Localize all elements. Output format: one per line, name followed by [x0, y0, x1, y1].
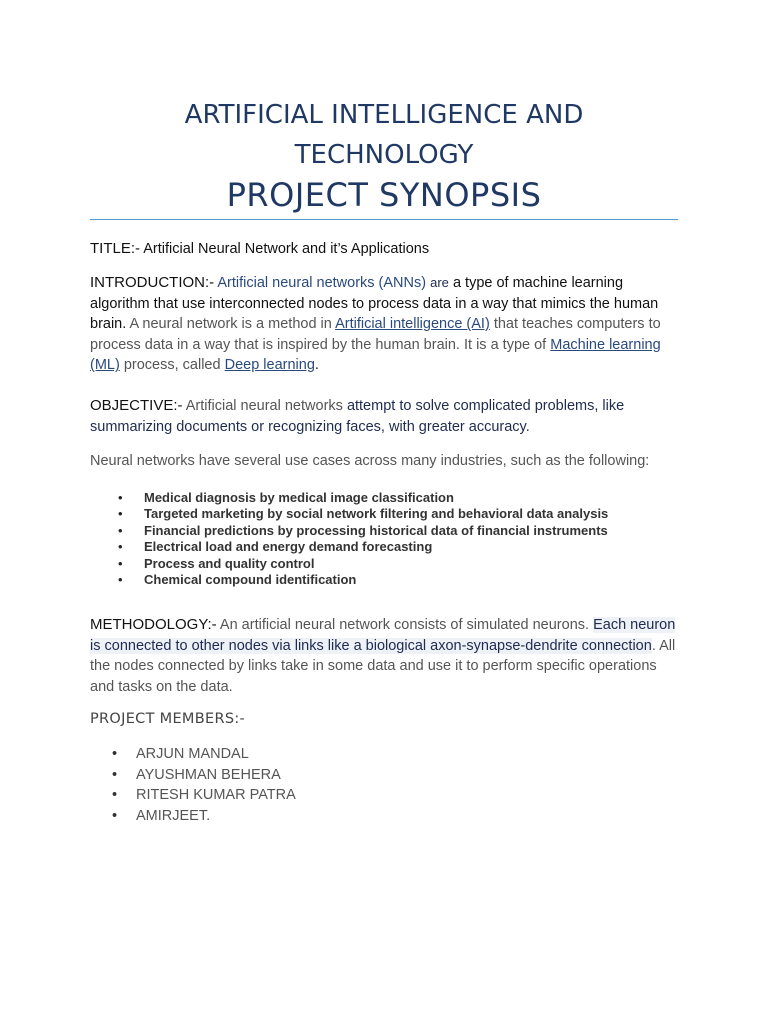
list-item — [118, 572, 608, 588]
link-machine-learning[interactable]: Machine learning (ML) — [90, 336, 661, 374]
use-cases-list — [118, 490, 608, 588]
list-item — [118, 523, 608, 539]
document-title-line1: ARTIFICIAL INTELLIGENCE AND — [184, 100, 584, 130]
use-case-text: Financial predictions by processing historical data of financial instruments — [144, 522, 608, 538]
objective-label: OBJECTIVE:- — [90, 397, 183, 414]
bullet-icon: • — [112, 787, 118, 803]
bullet-icon: • — [112, 746, 118, 762]
title-divider — [90, 219, 678, 220]
bullet-icon: • — [118, 490, 123, 505]
list-item — [118, 539, 608, 555]
list-item — [118, 506, 608, 522]
methodology-highlight: Each neuron is connected to other nodes via links like a biological axon-synapse-dendrite connection — [90, 617, 676, 654]
member-name: AYUSHMAN BEHERA — [136, 766, 281, 783]
title-text: Artificial Neural Network and it’s Applications — [143, 241, 430, 257]
list-item — [112, 744, 296, 765]
bullet-icon: • — [118, 572, 123, 588]
title-paragraph — [90, 239, 680, 260]
list-item — [118, 556, 608, 572]
introduction-text2: A neural network is a method in — [129, 316, 332, 333]
members-list — [112, 744, 296, 826]
bullet-icon: • — [118, 506, 123, 522]
introduction-label: INTRODUCTION:- — [90, 274, 215, 291]
member-name: ARJUN MANDAL — [136, 746, 249, 762]
members-heading: PROJECT MEMBERS:- — [90, 711, 246, 727]
methodology-text1: An artificial neural network consists of simulated neurons. — [219, 617, 590, 633]
introduction-text3: that teaches computers to process data in a way that is inspired by the human brain. It is a type of — [90, 316, 661, 353]
objective-text1: Artificial neural networks — [185, 398, 343, 414]
member-name: RITESH KUMAR PATRA — [136, 787, 296, 803]
member-name: AMIRJEET. — [136, 807, 211, 824]
use-case-text: Targeted marketing by social network filtering and behavioral data analysis — [144, 506, 609, 522]
link-deep-learning[interactable]: Deep learning — [224, 357, 315, 374]
list-item — [118, 490, 608, 506]
use-case-text: Medical diagnosis by medical image classification — [144, 490, 454, 505]
methodology-label: METHODOLOGY:- — [90, 616, 217, 633]
introduction-text4: process, called — [123, 357, 221, 374]
objective-text2: attempt to solve complicated problems, like summarizing documents or recognizing faces, with greater accuracy. — [90, 398, 625, 435]
use-cases-intro: Neural networks have several use cases across many industries, such as the following: — [90, 453, 650, 469]
bullet-icon: • — [112, 766, 118, 783]
methodology-text2: . All the nodes connected by links take in some data and use it to perform specific operations and tasks on the data. — [90, 637, 676, 695]
bullet-icon: • — [118, 555, 123, 571]
list-item — [112, 785, 296, 806]
document-title-line2: TECHNOLOGY — [294, 140, 474, 170]
introduction-anns: Artificial neural networks (ANNs) — [217, 275, 427, 291]
bullet-icon: • — [118, 522, 123, 538]
bullet-icon: • — [112, 807, 118, 824]
introduction-end: . — [314, 357, 319, 374]
introduction-are: are — [430, 275, 449, 290]
title-label: TITLE:- — [90, 240, 141, 257]
objective-paragraph — [90, 396, 680, 437]
link-artificial-intelligence[interactable]: Artificial intelligence (AI) — [335, 316, 490, 333]
methodology-paragraph — [90, 615, 680, 697]
bullet-icon: • — [118, 539, 123, 555]
list-item — [112, 765, 296, 786]
use-case-text: Electrical load and energy demand forecasting — [144, 539, 433, 555]
use-case-text: Chemical compound identification — [144, 572, 357, 588]
introduction-paragraph — [90, 273, 680, 376]
list-item — [112, 806, 296, 827]
document-subtitle: PROJECT SYNOPSIS — [226, 176, 542, 214]
introduction-text1: a type of machine learning algorithm that use interconnected nodes to process data in a way that mimics the human brain. — [90, 275, 659, 333]
use-case-text: Process and quality control — [144, 555, 315, 571]
